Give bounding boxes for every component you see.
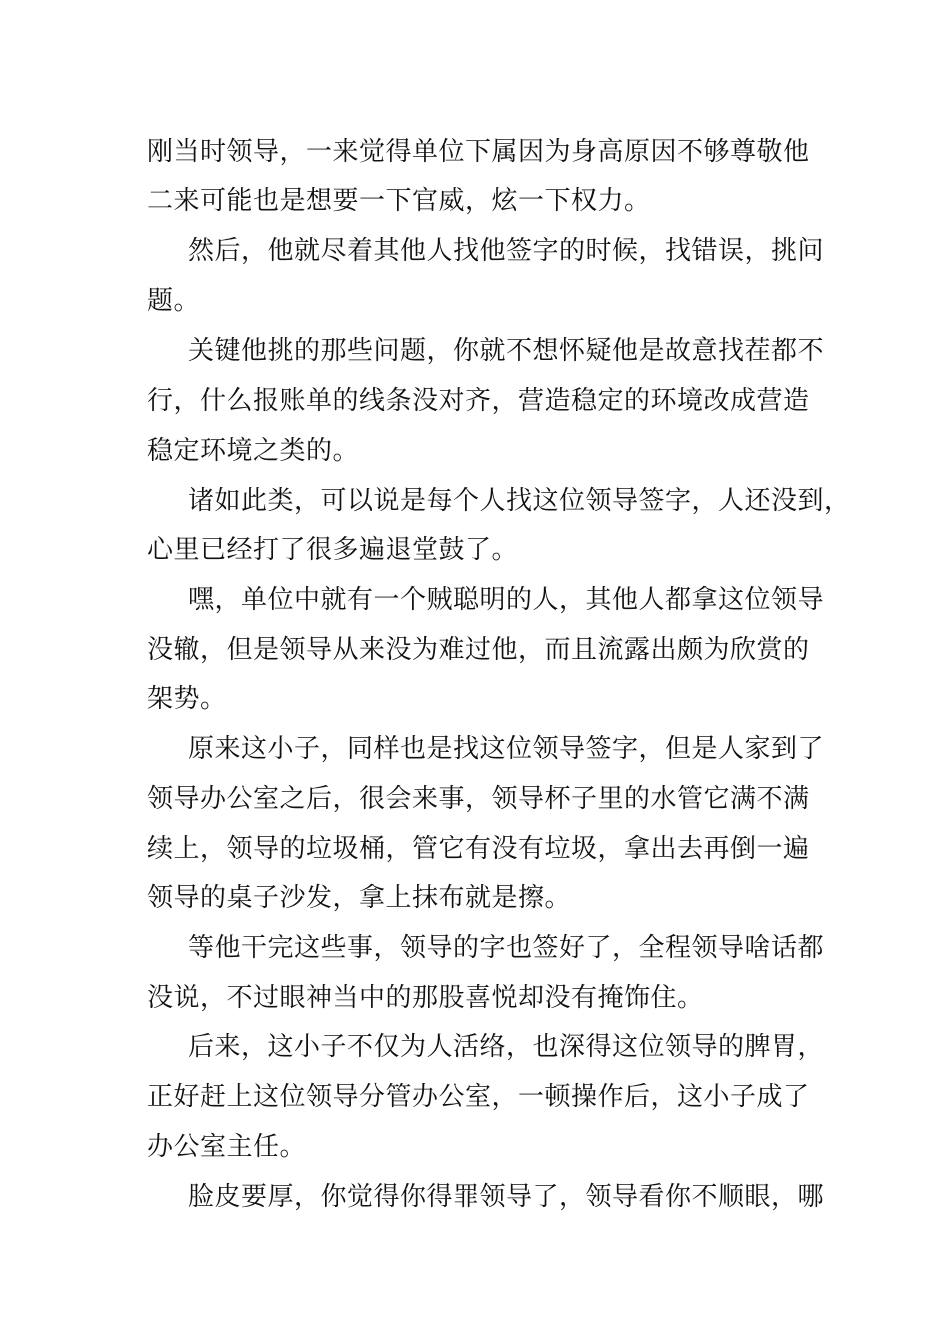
text-line-8: 诸如此类，可以说是每个人找这位领导签字，人还没到，	[188, 486, 851, 516]
text-line-9: 心里已经打了很多遍退堂鼓了。	[147, 535, 519, 565]
text-line-13: 原来这小子，同样也是找这位领导签字，但是人家到了	[188, 734, 825, 764]
text-line-22: 脸皮要厚，你觉得你得罪领导了，领导看你不顺眼，哪	[188, 1182, 825, 1212]
text-line-18: 没说，不过眼神当中的那股喜悦却没有掩饰住。	[147, 983, 704, 1013]
text-line-15: 续上，领导的垃圾桶，管它有没有垃圾，拿出去再倒一遍	[147, 834, 810, 864]
text-line-19: 后来，这小子不仅为人活络，也深得这位领导的脾胃，	[188, 1032, 825, 1062]
text-line-11: 没辙，但是领导从来没为难过他，而且流露出颇为欣赏的	[147, 635, 810, 665]
text-line-1: 刚当时领导，一来觉得单位下属因为身高原因不够尊敬他	[147, 137, 810, 167]
text-line-12: 架势。	[147, 684, 227, 714]
text-line-4: 题。	[147, 286, 201, 316]
text-line-3: 然后，他就尽着其他人找他签字的时候，找错误，挑问	[188, 236, 825, 266]
text-line-17: 等他干完这些事，领导的字也签好了，全程领导啥话都	[188, 933, 825, 963]
text-line-16: 领导的桌子沙发，拿上抹布就是擦。	[147, 883, 572, 913]
text-line-21: 办公室主任。	[147, 1132, 307, 1162]
text-line-20: 正好赶上这位领导分管办公室，一顿操作后，这小子成了	[147, 1082, 810, 1112]
text-line-14: 领导办公室之后，很会来事，领导杯子里的水管它满不满	[147, 784, 810, 814]
text-line-6: 行，什么报账单的线条没对齐，营造稳定的环境改成营造	[147, 386, 810, 416]
text-line-7: 稳定环境之类的。	[147, 436, 360, 466]
text-line-2: 二来可能也是想要一下官威，炫一下权力。	[147, 186, 651, 216]
text-line-5: 关键他挑的那些问题，你就不想怀疑他是故意找茬都不	[188, 336, 825, 366]
text-line-10: 嘿，单位中就有一个贼聪明的人，其他人都拿这位领导	[188, 585, 825, 615]
